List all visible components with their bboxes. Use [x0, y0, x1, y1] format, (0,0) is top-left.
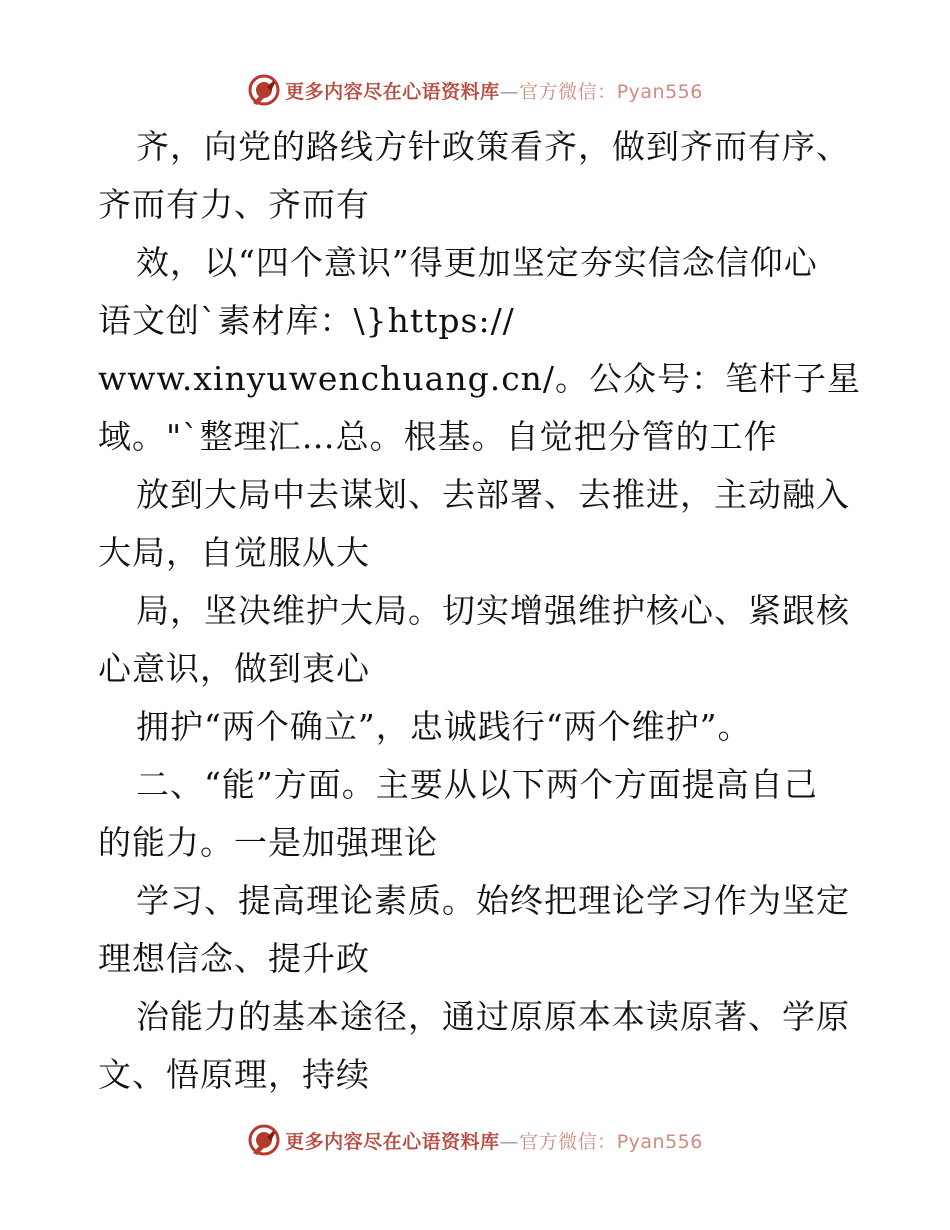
- pen-logo-icon: [247, 1123, 281, 1157]
- banner-wechat-label: 官方微信：: [519, 80, 617, 103]
- banner-wechat-id: Pyan556: [616, 80, 703, 103]
- footer-banner: [0, 1120, 950, 1160]
- header-banner: [0, 70, 950, 110]
- banner-dash: —: [499, 1130, 520, 1153]
- text-line: 语文创`素材库：\}https://: [98, 301, 515, 340]
- text-line: www.xinyuwenchuang.cn/。公众号：笔杆子星: [98, 359, 862, 398]
- banner-wechat-label: 官方微信：: [519, 1130, 617, 1153]
- text-line: 大局，自觉服从大: [98, 533, 370, 572]
- text-line: 的能力。一是加强理论: [98, 823, 438, 862]
- document-body: [98, 118, 862, 1104]
- text-line: 治能力的基本途径，通过原原本本读原著、学原: [136, 997, 850, 1036]
- text-line: 心意识，做到衷心: [98, 649, 370, 688]
- banner-dash: —: [499, 80, 520, 103]
- text-line: 拥护“两个确立”，忠诚践行“两个维护”。: [136, 707, 752, 746]
- footer-banner-text: [285, 1127, 703, 1154]
- text-line: 效，以“四个意识”得更加坚定夯实信念信仰心: [136, 243, 818, 282]
- text-line: 学习、提高理论素质。始终把理论学习作为坚定: [136, 881, 850, 920]
- text-line: 齐，向党的路线方针政策看齐，做到齐而有序、: [136, 127, 850, 166]
- text-line: 域。"`整理汇…总。根基。自觉把分管的工作: [98, 417, 778, 456]
- text-line: 理想信念、提升政: [98, 939, 370, 978]
- header-banner-text: [285, 77, 703, 104]
- pen-logo-icon: [247, 73, 281, 107]
- banner-site-name: 更多内容尽在心语资料库: [285, 1130, 500, 1153]
- text-line: 放到大局中去谋划、去部署、去推进，主动融入: [136, 475, 850, 514]
- banner-site-name: 更多内容尽在心语资料库: [285, 80, 500, 103]
- text-line: 局，坚决维护大局。切实增强维护核心、紧跟核: [136, 591, 850, 630]
- text-line: 文、悟原理，持续: [98, 1055, 370, 1094]
- banner-wechat-id: Pyan556: [616, 1130, 703, 1153]
- text-line: 二、“能”方面。主要从以下两个方面提高自己: [136, 765, 818, 804]
- text-line: 齐而有力、齐而有: [98, 185, 370, 224]
